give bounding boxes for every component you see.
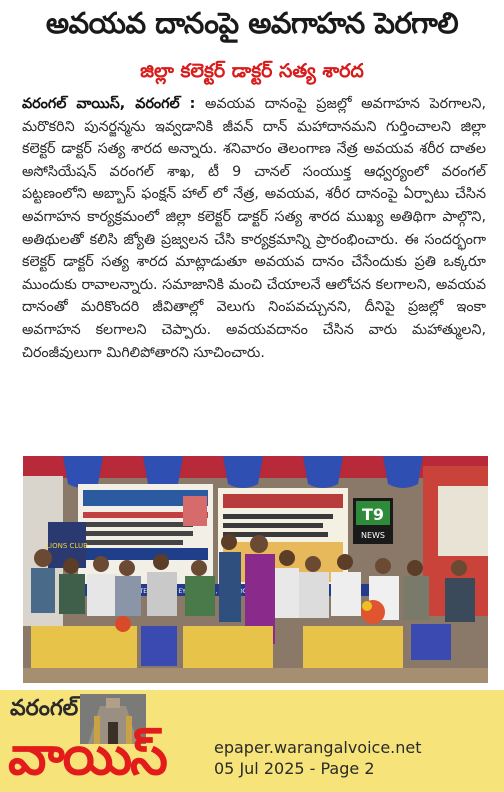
subheadline: జిల్లా కలెక్టర్ డాక్టర్ సత్య శారద (140, 60, 364, 82)
article-text: అవయవ దానంపై ప్రజల్లో అవగాహన పెరగాలని, మరొకరిని పునర్జన్మను ఇవ్వడానికి జీవన్ దాన్ మహాదానమని గుర్తించాలని జిల్లా కలెక్టర్ డాక్టర్ సత్య శారద అన్నారు. శనివారం తెలంగాణ నేత్ర అవయవ శరీర దాతల అసోసియేషన్ వరంగల్ శాఖ, టీ 9 చానల్ సంయుక్త ఆధ్వర్యంలో వరంగల్ పట్టణంలోని అబ్బాస్ ఫంక్షన్ హాల్ లో నేత్ర, అవయవ, శరీర దానంపై ఏర్పాటు చేసిన అవగాహన కార్యక్రమంలో జిల్లా కలెక్టర్ డాక్టర్ సత్య శారద ముఖ్య అతిథిగా పాల్గొని, అతిథులతో కలిసి జ్యోతి ప్రజ్వలన చేసి కార్యక్రమాన్ని ప్రారంభించారు. ఈ సందర్భంగా కలెక్టర్ డాక్టర్ సత్య శారద మాట్లాడుతూ అవయవ దానం చేసేందుకు ప్రతి ఒక్కరూ ముందుకు రావాలన్నారు. సమాజానికి మంచి చేయాలనే ఆలోచన కలగాలని, అవయవ దానంతో మరికొందరి జీవితాల్లో వెలుగు నింపవచ్చునని, దీనిపై ప్రజల్లో ఇంకా అవగాహన కలగాలని చెప్పారు. అవయవదానం చేసిన వారు మహాత్ములని, చిరంజీవులుగా మిగిలిపోతారని సూచించారు. (22, 96, 487, 361)
t9-news-text: NEWS (360, 531, 386, 540)
footer-bar (0, 690, 504, 792)
headline: అవయవ దానంపై అవగాహన పెరగాలి (45, 6, 459, 40)
dateline: వరంగల్ వాయిస్, వరంగల్ : (22, 96, 196, 112)
event-photo (23, 456, 488, 683)
t9-logo-text: T9 (361, 505, 385, 524)
association-banner-text: EYE, (178, 588, 192, 595)
event-photo-illustration (23, 456, 488, 683)
logo-subtitle: వరంగల్ (10, 696, 79, 721)
epaper-url[interactable]: epaper.warangalvoice.net (214, 738, 422, 757)
lions-club-text: LIONS CLUB (46, 542, 88, 550)
article-body (22, 93, 486, 364)
edition-date-page: 05 Jul 2025 - Page 2 (214, 759, 375, 778)
logo-main-text: వాయిస్ (8, 724, 166, 787)
